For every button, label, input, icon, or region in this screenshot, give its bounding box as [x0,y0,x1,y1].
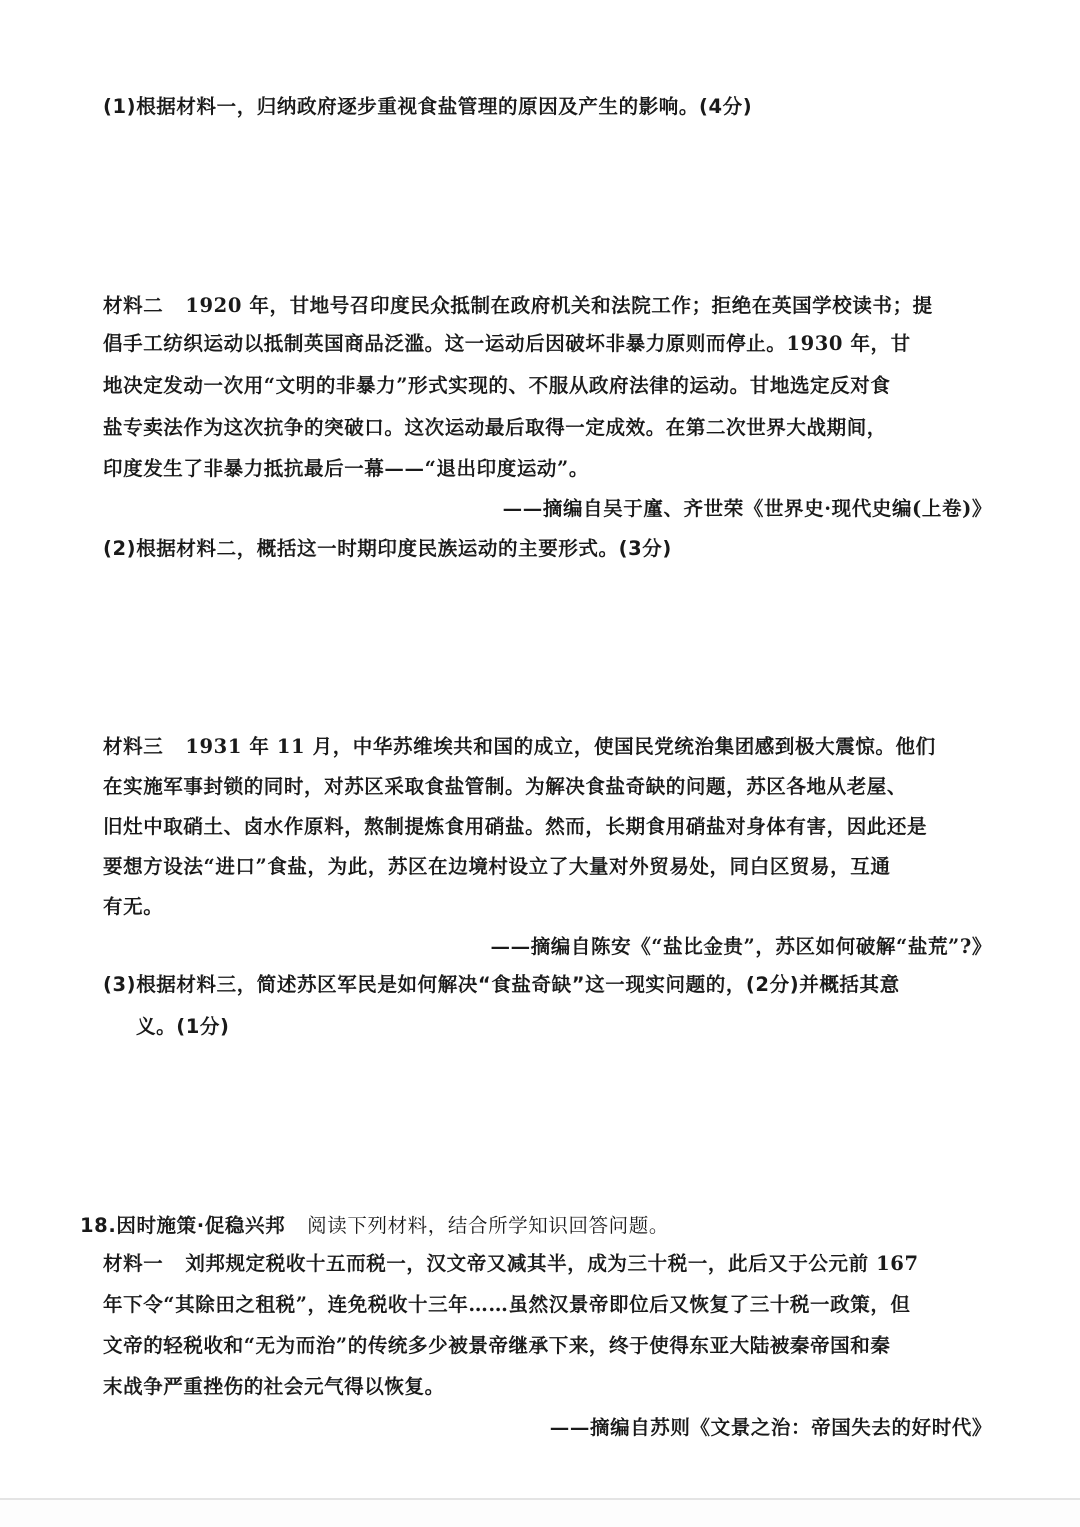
question-18-title: 因时施策·促稳兴邦 [116,1214,286,1237]
q18-material-1-source: ——摘编自苏则《文景之治：帝国失去的好时代》 [549,1416,992,1439]
q18-material-1-line-3: 文帝的轻税收和“无为而治”的传统多少被景帝继承下来，终于使得东亚大陆被秦帝国和秦 [103,1334,891,1357]
material-2-line-5: 印度发生了非暴力抵抗最后一幕——“退出印度运动”。 [103,457,589,480]
question-18-instruction: 阅读下列材料，结合所学知识回答问题。 [307,1214,669,1237]
material-2-line-3: 地决定发动一次用“文明的非暴力”形式实现的、不服从政府法律的运动。甘地选定反对食 [103,374,891,397]
question-17-2: (2)根据材料二，概括这一时期印度民族运动的主要形式。(3分) [103,537,672,560]
q18-material-1-label: 材料一 [103,1252,164,1275]
material-3-line-5: 有无。 [103,895,164,918]
question-18-number: 18. [80,1214,117,1237]
material-2-line-2: 倡手工纺织运动以抵制英国商品泛滥。这一运动后因破坏非暴力原则而停止。1930 年，甘 [103,332,911,355]
material-3-line-4: 要想方设法“进口”食盐，为此，苏区在边境村设立了大量对外贸易处，同白区贸易，互通 [103,855,891,878]
material-3-label: 材料三 [103,735,164,758]
material-3-line-3: 旧灶中取硝土、卤水作原料，熬制提炼食用硝盐。然而，长期食用硝盐对身体有害，因此还是 [103,815,928,838]
q18-material-1-line-4: 末战争严重挫伤的社会元气得以恢复。 [103,1375,445,1398]
question-17-1: (1)根据材料一，归纳政府逐步重视食盐管理的原因及产生的影响。(4分) [103,95,753,118]
material-2-line-1 [103,291,933,321]
material-3-source: ——摘编自陈安《“盐比金贵”，苏区如何破解“盐荒”?》 [490,935,992,958]
material-2-label: 材料二 [103,294,164,317]
q18-material-1-line-1 [103,1249,919,1279]
q18-material-1-text: 刘邦规定税收十五而税一，汉文帝又减其半，成为三十税一，此后又于公元前 167 [185,1252,919,1275]
material-2-text: 1920 年，甘地号召印度民众抵制在政府机关和法院工作；拒绝在英国学校读书；提 [185,294,933,317]
question-17-3-line-2: 义。(1分) [136,1015,230,1038]
material-2-source: ——摘编自吴于廑、齐世荣《世界史·现代史编(上卷)》 [502,497,992,520]
material-3-text: 1931 年 11 月，中华苏维埃共和国的成立，使国民党统治集团感到极大震惊。他们 [185,735,936,758]
page-bottom-margin [0,1500,1080,1527]
q18-material-1-line-2: 年下令“其除田之租税”，连免税收十三年……虽然汉景帝即位后又恢复了三十税一政策，但 [103,1293,911,1316]
question-18-heading [80,1211,669,1241]
material-3-line-2: 在实施军事封锁的同时，对苏区采取食盐管制。为解决食盐奇缺的问题，苏区各地从老屋、 [103,775,908,798]
material-2-line-4: 盐专卖法作为这次抗争的突破口。这次运动最后取得一定成效。在第二次世界大战期间， [103,416,887,439]
question-17-3-line-1: (3)根据材料三，简述苏区军民是如何解决“食盐奇缺”这一现实问题的，(2分)并概括其意 [103,973,900,996]
material-3-line-1 [103,732,936,762]
